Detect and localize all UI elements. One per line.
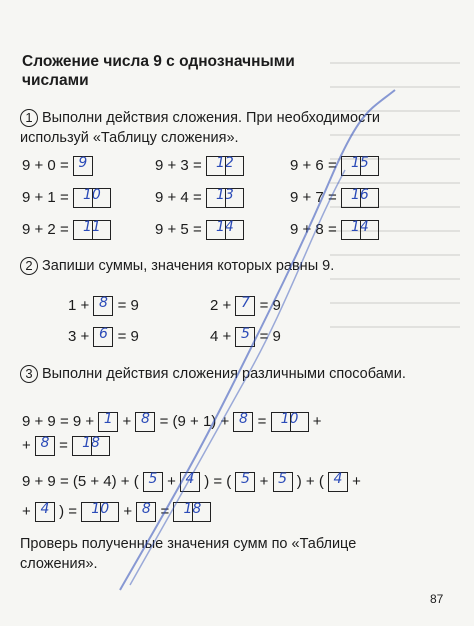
- page-number: 87: [430, 592, 444, 606]
- expr: 3 +: [68, 327, 90, 345]
- answer-box: 1: [98, 412, 118, 432]
- expr: 9 + 1 =: [22, 188, 69, 206]
- expr: = 9: [117, 296, 139, 314]
- answer-box: 4: [35, 502, 55, 522]
- task-1-number: 1: [20, 109, 38, 127]
- expr: = (9 + 1) +: [159, 412, 230, 430]
- task-2-number: 2: [20, 257, 38, 275]
- answer-box: 5: [143, 472, 163, 492]
- expr: 9 + 4 =: [155, 188, 202, 206]
- answer-box: 10: [81, 502, 119, 522]
- answer-box: 14: [341, 220, 379, 240]
- answer-box: 9: [73, 156, 93, 176]
- expr: =: [257, 412, 267, 430]
- expr: ) + (: [296, 472, 324, 490]
- expr: 9 + 3 =: [155, 156, 202, 174]
- expr: +: [122, 412, 132, 430]
- expr: +: [22, 502, 31, 520]
- answer-box: 8: [136, 502, 156, 522]
- answer-box: 18: [72, 436, 110, 456]
- expr: 9 + 9 = (5 + 4) + (: [22, 472, 139, 490]
- task-3-check: Проверь полученные значения сумм по «Таблице сложения».: [20, 536, 357, 572]
- expr: 9 + 2 =: [22, 220, 69, 238]
- answer-box: 8: [35, 436, 55, 456]
- expr: =: [160, 502, 170, 520]
- expr: 9 + 8 =: [290, 220, 337, 238]
- answer-box: 5: [273, 472, 293, 492]
- answer-box: 10: [271, 412, 309, 432]
- task-3-text: Выполни действия сложения различными способами.: [42, 366, 406, 382]
- expr: 9 + 6 =: [290, 156, 337, 174]
- expr: 9 + 7 =: [290, 188, 337, 206]
- task-2-text: Запиши суммы, значения которых равны 9.: [42, 258, 335, 274]
- task-1-text: Выполни действия сложения. При необходимости используй «Таблицу сложения».: [20, 110, 381, 146]
- answer-box: 8: [135, 412, 155, 432]
- answer-box: 14: [206, 220, 244, 240]
- expr: +: [259, 472, 269, 490]
- answer-box: 12: [206, 156, 244, 176]
- answer-box: 18: [173, 502, 211, 522]
- answer-box: 15: [341, 156, 379, 176]
- expr: 9 + 0 =: [22, 156, 69, 174]
- answer-box: 6: [93, 327, 113, 347]
- answer-box: 16: [341, 188, 379, 208]
- expr: 9 + 5 =: [155, 220, 202, 238]
- page-title: Сложение числа 9 с однозначными числами: [22, 53, 295, 89]
- answer-box: 13: [206, 188, 244, 208]
- answer-box: 4: [328, 472, 348, 492]
- task-3-number: 3: [20, 365, 38, 383]
- expr: +: [167, 472, 176, 490]
- answer-box: 5: [235, 327, 255, 347]
- answer-box: 8: [233, 412, 253, 432]
- answer-box: 4: [180, 472, 200, 492]
- expr: +: [123, 502, 133, 520]
- expr: = 9: [117, 327, 139, 345]
- expr: +: [312, 412, 322, 430]
- expr: = 9: [259, 327, 281, 345]
- expr: 2 +: [210, 296, 232, 314]
- expr: ) = (: [204, 472, 232, 490]
- answer-box: 7: [235, 296, 255, 316]
- expr: = 9: [259, 296, 281, 314]
- expr: 4 +: [210, 327, 232, 345]
- answer-box: 5: [235, 472, 255, 492]
- expr: 1 +: [68, 296, 90, 314]
- expr: ) =: [59, 502, 78, 520]
- expr: 9 + 9 = 9 +: [22, 412, 95, 430]
- answer-box: 10: [73, 188, 111, 208]
- answer-box: 11: [73, 220, 111, 240]
- expr: +: [352, 472, 361, 490]
- expr: =: [59, 436, 68, 454]
- expr: +: [22, 436, 31, 454]
- answer-box: 8: [93, 296, 113, 316]
